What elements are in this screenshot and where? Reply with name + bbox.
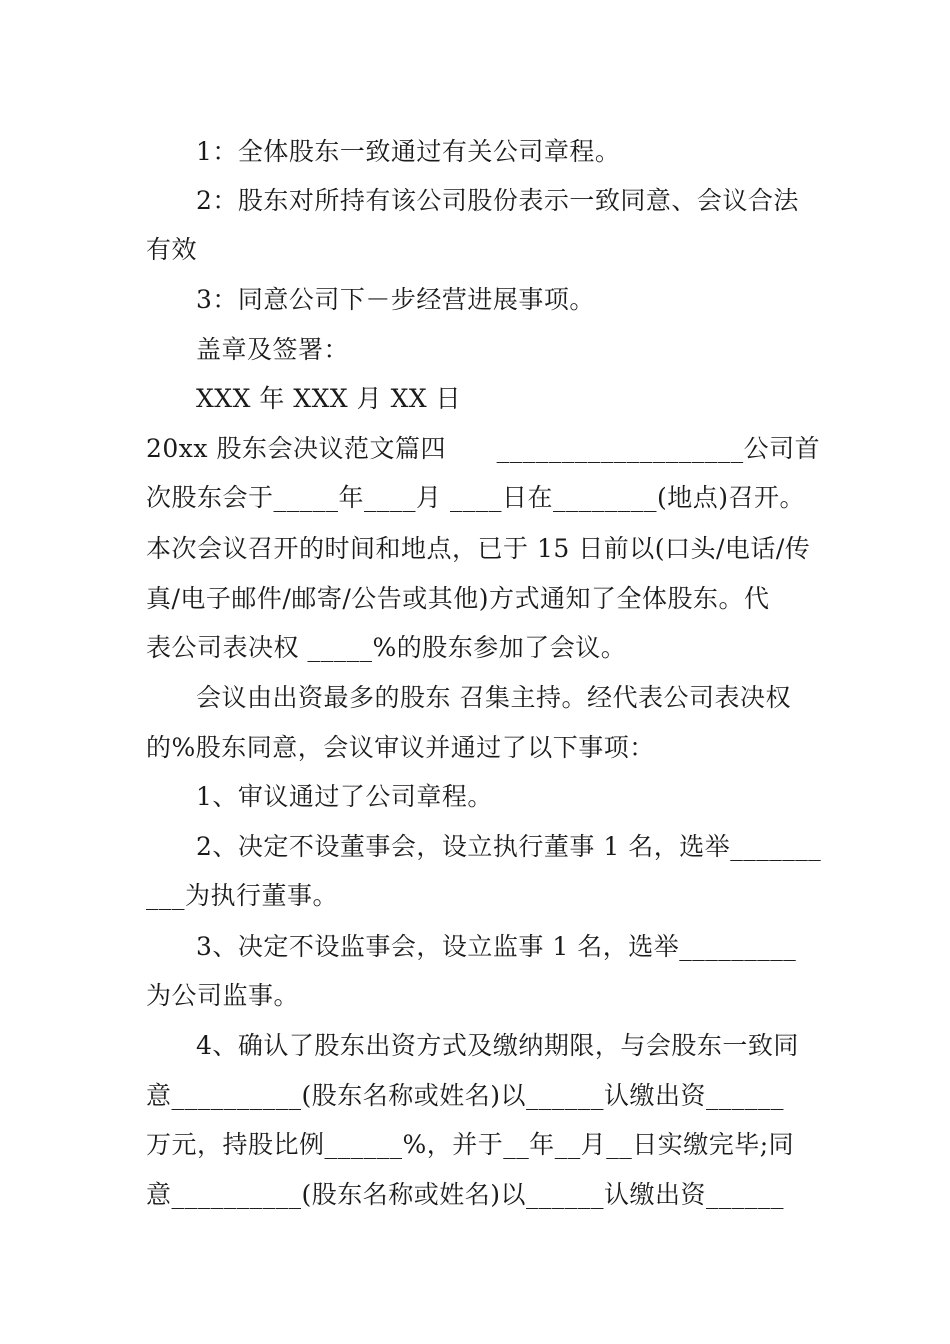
paragraph-line: 盖章及签署： <box>196 335 350 364</box>
list-item-continuation: ___为执行董事。 <box>146 881 339 910</box>
date-line: XXX 年 XXX 月 XX 日 <box>196 384 462 413</box>
paragraph-line: 2：股东对所持有该公司股份表示一致同意、会议合法 <box>196 186 799 215</box>
list-item-continuation: 为公司监事。 <box>146 981 300 1010</box>
paragraph-line: 有效 <box>146 235 198 264</box>
paragraph-line: 次股东会于_____年____月 ____日在________(地点)召开。 <box>146 483 805 512</box>
list-item: 1、审议通过了公司章程。 <box>196 782 493 811</box>
paragraph-line: 3：同意公司下－步经营进展事项。 <box>196 285 595 314</box>
section-heading: 20xx 股东会决议范文篇四 ___________________公司首 <box>146 434 821 463</box>
list-item: 4、确认了股东出资方式及缴纳期限，与会股东一致同 <box>196 1031 799 1060</box>
paragraph-line: 真/电子邮件/邮寄/公告或其他)方式通知了全体股东。代 <box>146 584 770 613</box>
paragraph-line: 1：全体股东一致通过有关公司章程。 <box>196 137 621 166</box>
paragraph-line: 的%股东同意，会议审议并通过了以下事项： <box>146 733 655 762</box>
list-item-continuation: 意__________(股东名称或姓名)以______认缴出资______ <box>146 1081 785 1110</box>
list-item: 3、决定不设监事会，设立监事 1 名，选举_________ <box>196 932 797 961</box>
paragraph-line: 本次会议召开的时间和地点，已于 15 日前以(口头/电话/传 <box>146 534 811 563</box>
paragraph-line: 会议由出资最多的股东 召集主持。经代表公司表决权 <box>196 683 791 712</box>
list-item: 2、决定不设董事会，设立执行董事 1 名，选举_______ <box>196 832 822 861</box>
paragraph-line: 表公司表决权 _____%的股东参加了会议。 <box>146 633 627 662</box>
list-item-continuation: 意__________(股东名称或姓名)以______认缴出资______ <box>146 1180 785 1209</box>
list-item-continuation: 万元，持股比例______%，并于__年__月__日实缴完毕;同 <box>146 1130 795 1159</box>
